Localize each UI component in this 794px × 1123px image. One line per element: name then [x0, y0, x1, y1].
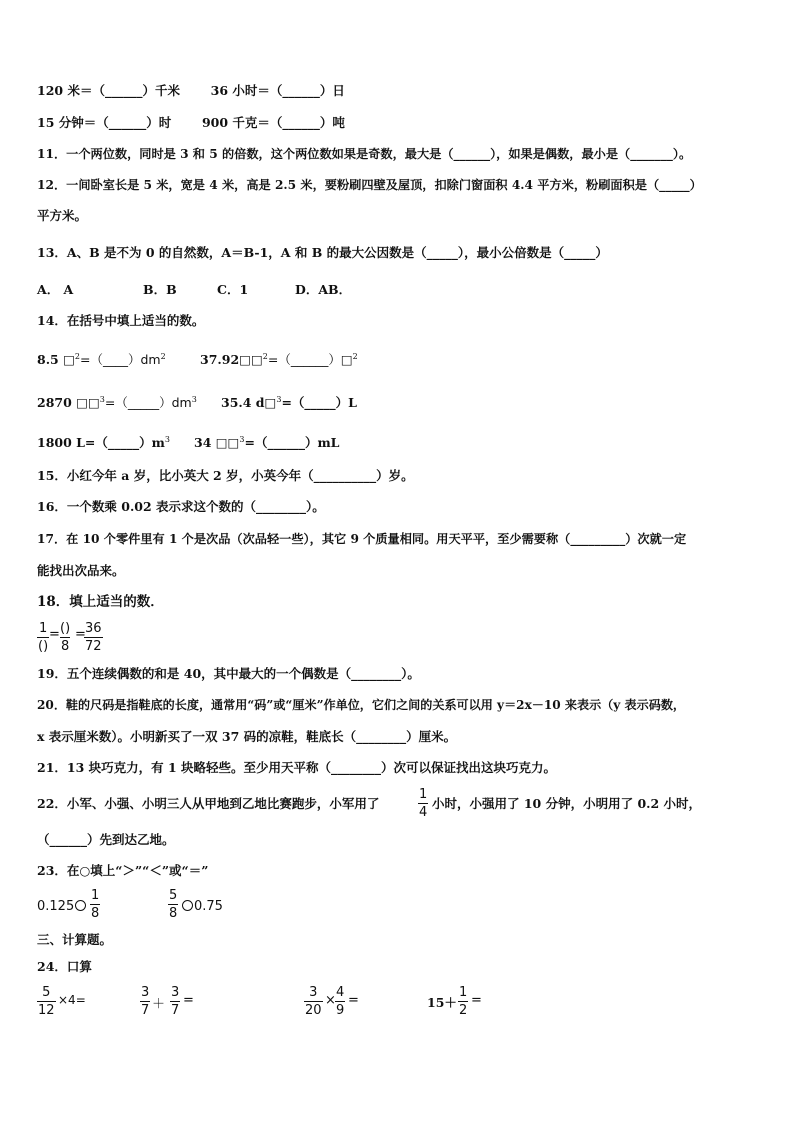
question-20-line-1: 20．鞋的尺码是指鞋底的长度，通常用“码”或“厘米”作单位，它们之间的关系可以用 y＝2x－10 来表示（y 表示码数， — [37, 698, 686, 712]
q24-a-fraction: $\frac{5}{12}$ — [38, 985, 55, 1018]
question-22-line-2: （______）先到达乙地。 — [37, 832, 175, 847]
q24-b-eq: = — [183, 993, 194, 1008]
section-3-heading: 三、计算题。 — [37, 932, 113, 947]
q23-b-fraction: $\frac{5}{8}$ — [169, 888, 178, 921]
question-20-line-2: x 表示厘米数）。小明新买了一双 37 码的凉鞋，鞋底长（________）厘米。 — [37, 729, 457, 744]
blank-m3: 1800 L=（_____）m — [37, 435, 165, 451]
question-19: 19．五个连续偶数的和是 40，其中最大的一个偶数是（________）。 — [37, 666, 420, 681]
q24-b-fraction-2: $\frac{3}{7}$ — [171, 985, 180, 1018]
question-12-line-2: 平方米。 — [37, 208, 88, 223]
q24-b-fraction-1: $\frac{3}{7}$ — [141, 985, 150, 1018]
question-17-line-1: 17．在 10 个零件里有 1 个是次品（次品轻一些），其它 9 个质量相同。用天平平，至少需要称（_________）次就一定 — [37, 532, 687, 546]
conversion-row-2 — [37, 114, 345, 132]
option-d: D．AB． — [295, 282, 352, 297]
option-a: A． A — [37, 282, 74, 297]
q24-c-eq: = — [348, 993, 359, 1008]
conversion-kg-to-tons: 900 千克＝（______）吨 — [201, 115, 345, 130]
blank-ml: =（______）mL — [244, 435, 340, 451]
q22-fraction: $\frac{1}{4}$ — [419, 787, 428, 820]
q24-c-fraction-1: $\frac{3}{20}$ — [305, 985, 322, 1018]
question-15: 15．小红今年 a 岁，比小英大 2 岁，小英今年（__________）岁。 — [37, 468, 414, 483]
question-24: 24．口算 — [37, 959, 92, 974]
blank-dm2: =（____）dm — [80, 352, 161, 368]
question-18: 18．填上适当的数． — [37, 594, 164, 610]
question-16: 16．一个数乘 0.02 表示求这个数的（________）。 — [37, 499, 325, 514]
option-c: C．1 — [217, 282, 249, 297]
q18-fraction-1: 1 () — [38, 621, 49, 654]
question-22-line-1-cont: 小时，小强用了 10 分钟，小明用了 0.2 小时， — [432, 796, 702, 811]
question-12-line-1: 12．一间卧室长是 5 米，宽是 4 米，高是 2.5 米，要粉刷四壁及屋顶，扣除门窗面积 4.4 平方米，粉刷面积是（_____） — [37, 178, 702, 192]
conversion-hours-to-days: 36 小时＝（______）日 — [210, 83, 345, 98]
compare-circle-a[interactable] — [75, 900, 86, 911]
question-14: 14．在括号中填上适当的数。 — [37, 313, 205, 328]
q23-b-right: 0.75 — [181, 899, 223, 914]
q24-c-fraction-2: $\frac{4}{9}$ — [336, 985, 345, 1018]
q18-fraction-3: $\frac{36}{72}$ — [85, 621, 102, 654]
conversion-minutes-to-hours: 15 分钟＝（______）时 — [37, 115, 172, 130]
conversion-row-1 — [37, 82, 345, 100]
option-b: B．B — [143, 282, 177, 297]
q24-d-eq: = — [471, 993, 482, 1008]
q18-equals-1: = — [49, 627, 60, 642]
conversion-meters-to-km: 120 米＝（______）千米 — [37, 83, 180, 98]
q18-fraction-2: () 8 — [60, 621, 71, 654]
blank-area: =（______）□ — [267, 352, 353, 368]
q24-a-rest: ×4= — [58, 993, 86, 1007]
blank-dm3: =（_____）dm — [104, 395, 192, 411]
q18-equals-2: = — [75, 627, 86, 642]
question-11: 11．一个两位数，同时是 3 和 5 的倍数，这个两位数如果是奇数，最大是（______），如果是偶数，最小是（_______）。 — [37, 147, 692, 161]
q23-a-left: 0.125 — [37, 899, 87, 914]
question-21: 21．13 块巧克力，有 1 块略轻些。至少用天平称（________）次可以保证找出这块巧克力。 — [37, 760, 557, 775]
q24-c-op: × — [325, 993, 336, 1008]
question-23: 23．在○填上“＞”“＜”或“＝” — [37, 863, 209, 878]
q24-d-fraction: $\frac{1}{2}$ — [459, 985, 468, 1018]
compare-circle-b[interactable] — [182, 900, 193, 911]
q24-b-op: ＋ — [152, 997, 166, 1012]
question-22-line-1: 22．小军、小强、小明三人从甲地到乙地比赛跑步，小军用了 — [37, 796, 380, 811]
q24-d-pre: 15＋ — [427, 995, 457, 1010]
q23-a-fraction: $\frac{1}{8}$ — [91, 888, 100, 921]
blank-liters: =（_____）L — [281, 395, 357, 411]
question-17-line-2: 能找出次品来。 — [37, 563, 125, 578]
question-13: 13．A、B 是不为 0 的自然数，A＝B-1，A 和 B 的最大公因数是（_____），最小公倍数是（_____） — [37, 245, 608, 260]
